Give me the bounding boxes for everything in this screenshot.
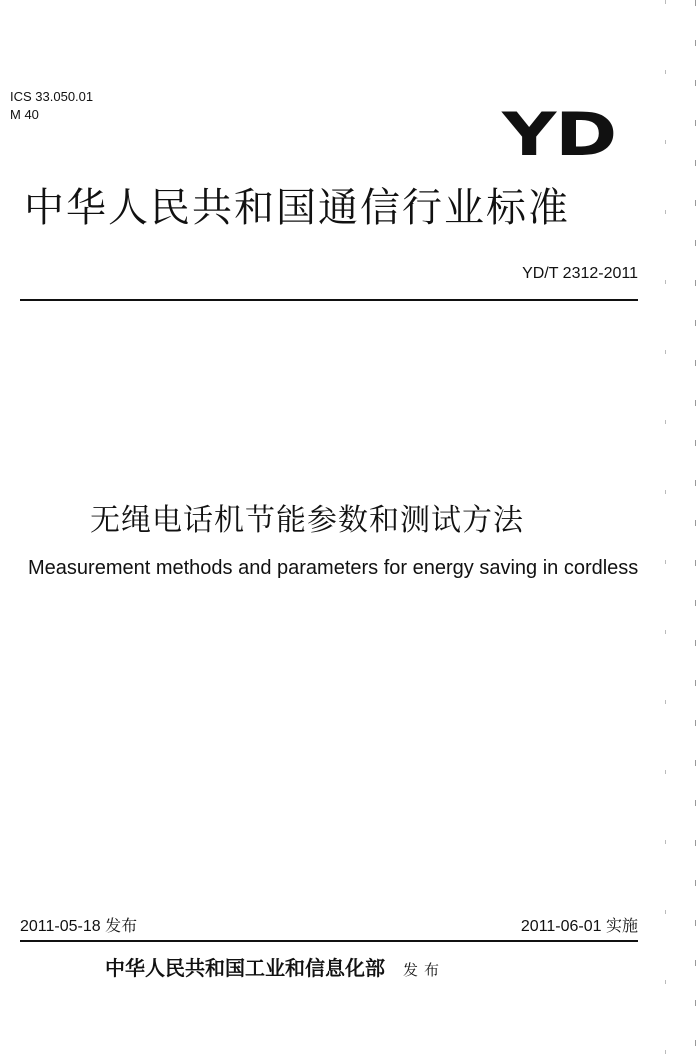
standard-number: YD/T 2312-2011 <box>522 265 638 282</box>
document-title-chinese: 无绳电话机节能参数和测试方法 <box>90 503 524 538</box>
publisher-line <box>105 954 445 984</box>
footer-divider <box>20 940 638 942</box>
document-title-english: Measurement methods and parameters for energy saving in cordless <box>28 557 639 579</box>
yd-logo: YD <box>502 100 617 170</box>
publish-word: 发布 <box>403 961 446 979</box>
classification-codes <box>10 88 93 124</box>
publisher-name: 中华人民共和国工业和信息化部 <box>105 956 385 980</box>
category-code: M 40 <box>10 107 39 122</box>
ics-code: ICS 33.050.01 <box>10 89 94 104</box>
industry-standard-title: 中华人民共和国通信行业标准 <box>24 185 570 231</box>
scan-edge-mark-inner <box>665 0 666 1059</box>
implementation-date: 2011-06-01 实施 <box>520 918 638 935</box>
scan-edge-mark <box>695 0 696 1059</box>
issue-date: 2011-05-18 发布 <box>20 918 138 935</box>
header-divider <box>20 299 638 301</box>
